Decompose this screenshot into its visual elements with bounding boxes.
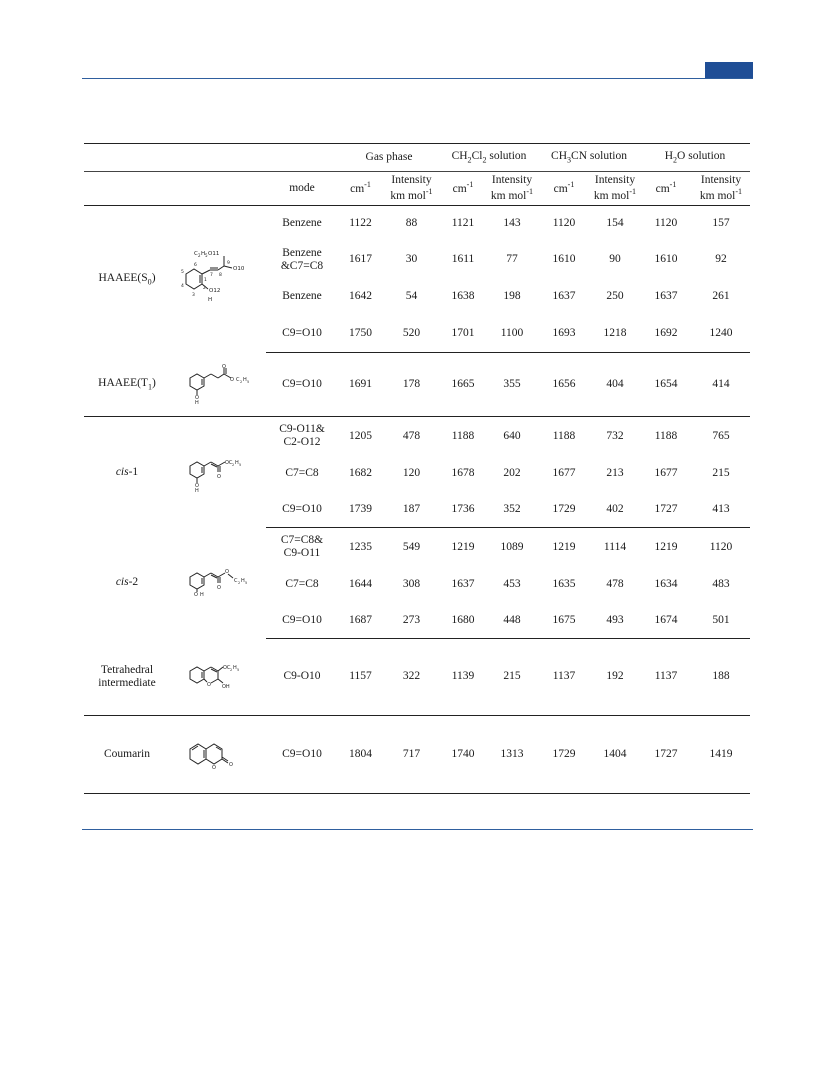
value: 1188 xyxy=(451,429,475,442)
value: 198 xyxy=(503,289,521,302)
cell-text: O12 xyxy=(209,288,221,295)
cell-text: solution xyxy=(486,150,527,163)
cell-text: O10 xyxy=(233,266,245,273)
cell-text: O xyxy=(195,395,199,402)
cell-text: H xyxy=(233,664,237,671)
value: 1611 xyxy=(451,253,475,266)
structure-cis-2 xyxy=(170,528,266,639)
value: 1157 xyxy=(338,639,383,716)
cell-text: ) xyxy=(151,271,156,284)
cell-text: 9 xyxy=(227,261,230,267)
header-row-phases xyxy=(84,144,750,172)
mode: C9-O10 xyxy=(266,639,338,716)
value: 1188 xyxy=(654,429,678,442)
col-mode: mode xyxy=(266,172,338,206)
value: 250 xyxy=(606,289,624,302)
compound-cis-1 xyxy=(84,417,170,528)
unit-cm xyxy=(338,172,383,206)
value: 1644 xyxy=(349,577,372,590)
col-ch3cn xyxy=(538,144,640,172)
mode: C9=O10 xyxy=(266,716,338,794)
cell-text: 2 xyxy=(238,581,241,585)
value: 215 xyxy=(712,466,730,479)
value: 1804 xyxy=(338,716,383,794)
value: 732 xyxy=(606,429,624,442)
value: 1114 xyxy=(603,540,627,553)
value: 187 xyxy=(383,492,440,528)
mode: C9=O10 xyxy=(266,603,338,639)
cell-text xyxy=(170,172,266,206)
value: 1313 xyxy=(486,716,538,794)
value: 77 xyxy=(506,253,518,266)
cell-text: C xyxy=(236,377,240,384)
value: 143 xyxy=(503,217,521,230)
value: 157 xyxy=(712,217,730,230)
value: 261 xyxy=(712,289,730,302)
cell-text: 5 xyxy=(205,253,208,259)
structure-coumarin xyxy=(170,716,266,794)
unit-intensity xyxy=(383,172,440,206)
value: 1617 xyxy=(349,253,372,266)
value: 154 xyxy=(606,217,624,230)
cell-text: C xyxy=(234,578,238,584)
value: 414 xyxy=(692,353,750,417)
cell-text: 4 xyxy=(181,284,184,290)
frequency-table xyxy=(84,143,750,794)
cell-text: CH xyxy=(451,150,468,163)
value: 1727 xyxy=(640,492,692,528)
value: 1654 xyxy=(640,353,692,417)
unit-cm xyxy=(440,172,486,206)
cell-text: HAAEE(T xyxy=(98,376,148,389)
structure-haaee-s0 xyxy=(170,206,266,353)
cell-text: 5 xyxy=(237,667,240,672)
value: 1235 xyxy=(349,540,372,553)
cell-text: km mol xyxy=(699,189,736,202)
cell-text: 1 xyxy=(204,278,207,284)
cell-text xyxy=(84,172,170,206)
value: 1120 xyxy=(709,540,733,553)
cell-text: 5 xyxy=(239,463,242,468)
cell-text: O xyxy=(195,483,199,490)
table-row xyxy=(84,417,750,456)
value: 1680 xyxy=(440,603,486,639)
cell-text: -2 xyxy=(128,576,139,589)
value: 192 xyxy=(590,639,640,716)
value: 1219 xyxy=(654,540,678,553)
unit-cm xyxy=(538,172,590,206)
cell-text: O xyxy=(225,569,229,575)
cell-text: OC xyxy=(225,460,233,467)
cell-text: 2 xyxy=(240,380,243,385)
value: 1240 xyxy=(692,315,750,353)
value: 202 xyxy=(503,466,521,479)
value: 1218 xyxy=(590,315,640,353)
compound-tetrahedral-intermediate xyxy=(84,639,170,716)
value: 1674 xyxy=(640,603,692,639)
value: 1740 xyxy=(440,716,486,794)
table-row xyxy=(84,528,750,567)
value: 92 xyxy=(715,253,727,266)
cell-text xyxy=(266,144,338,172)
value: 355 xyxy=(486,353,538,417)
cell-text: -1 xyxy=(364,180,371,190)
value: 1665 xyxy=(440,353,486,417)
cell-text: 6 xyxy=(194,263,197,269)
unit-intensity xyxy=(486,172,538,206)
value: 1637 xyxy=(654,289,678,302)
value: 1637 xyxy=(552,289,576,302)
value: 1419 xyxy=(692,716,750,794)
value: 1736 xyxy=(440,492,486,528)
value: 765 xyxy=(712,429,730,442)
value: 1100 xyxy=(486,315,538,353)
value: 120 xyxy=(402,466,421,479)
compound-haaee-t1 xyxy=(84,353,170,417)
unit-cm xyxy=(640,172,692,206)
footer-rule xyxy=(82,829,753,830)
cell-text: H xyxy=(195,488,199,493)
value: 448 xyxy=(486,603,538,639)
cell-text: km mol xyxy=(390,189,426,202)
table-row xyxy=(84,716,750,794)
value: 1635 xyxy=(552,577,576,590)
value: 413 xyxy=(692,492,750,528)
cell-text: 2 xyxy=(467,155,472,165)
value: 1677 xyxy=(552,466,576,479)
cell-text: 2 xyxy=(482,155,487,165)
value: 1139 xyxy=(440,639,486,716)
value: 1682 xyxy=(349,466,372,479)
compound-coumarin: Coumarin xyxy=(84,716,170,794)
value: 1677 xyxy=(654,466,678,479)
value: 717 xyxy=(383,716,440,794)
value: 1610 xyxy=(552,253,576,266)
value: 549 xyxy=(402,540,421,553)
value: 1739 xyxy=(338,492,383,528)
value: 501 xyxy=(692,603,750,639)
value: 273 xyxy=(383,603,440,639)
value: 54 xyxy=(405,289,418,302)
value: 352 xyxy=(486,492,538,528)
value: 1678 xyxy=(451,466,475,479)
cell-text: OC xyxy=(223,664,231,671)
cell-text: H xyxy=(201,251,206,258)
value: 1637 xyxy=(451,577,475,590)
cell-text: O xyxy=(217,585,221,591)
value: 1120 xyxy=(552,217,576,230)
cell-text: O xyxy=(217,474,221,481)
mode: C7=C8& C9-O11 xyxy=(280,534,324,560)
value: 478 xyxy=(402,429,421,442)
header-row-units xyxy=(84,172,750,206)
table-row xyxy=(84,639,750,716)
value: 1219 xyxy=(552,540,576,553)
cell-text: O xyxy=(212,764,216,771)
cell-text: H xyxy=(200,592,204,598)
col-gas-phase: Gas phase xyxy=(338,144,440,172)
cell-text: H xyxy=(208,297,213,304)
value: 1137 xyxy=(538,639,590,716)
header-tab xyxy=(705,62,753,78)
value: 478 xyxy=(606,577,624,590)
cell-text xyxy=(84,144,170,172)
value: 1691 xyxy=(338,353,383,417)
table-row xyxy=(84,206,750,242)
cell-text: 5 xyxy=(247,380,250,385)
value: 1693 xyxy=(538,315,590,353)
value: 640 xyxy=(503,429,521,442)
value: 1121 xyxy=(451,217,475,230)
compound-haaee-s0 xyxy=(84,206,170,353)
value: 213 xyxy=(606,466,624,479)
value: 1610 xyxy=(654,253,678,266)
cell-text: O xyxy=(222,364,226,371)
value: 308 xyxy=(402,577,421,590)
cell-text: -1 xyxy=(669,180,677,190)
cell-text: 3 xyxy=(567,155,572,165)
cell-text: CH xyxy=(551,150,568,163)
cell-text: 2 xyxy=(230,667,233,672)
cell-text: cis xyxy=(115,465,129,478)
cell-text: cm xyxy=(452,183,467,196)
mode: C9=O10 xyxy=(266,353,338,417)
header-rule xyxy=(82,78,753,79)
cell-text: H xyxy=(664,150,674,163)
value: 402 xyxy=(590,492,640,528)
value: 30 xyxy=(405,253,418,266)
value: 1205 xyxy=(349,429,372,442)
cell-text: HAAEE(S xyxy=(98,271,148,284)
cell-text: km mol xyxy=(490,189,527,202)
value: 1219 xyxy=(451,540,475,553)
mode: C9-O11& C2-O12 xyxy=(279,423,325,449)
cell-text: Intensity xyxy=(391,173,432,186)
cell-text: O xyxy=(194,592,198,598)
unit-intensity xyxy=(590,172,640,206)
cell-text: 7 xyxy=(210,273,213,279)
mode: Benzene xyxy=(282,217,322,230)
cell-text: H xyxy=(195,400,199,405)
cell-text: -1 xyxy=(466,180,474,190)
cell-text: 2 xyxy=(203,286,206,292)
cell-text: 2 xyxy=(673,155,678,165)
value: 178 xyxy=(383,353,440,417)
cell-text: 5 xyxy=(245,581,248,585)
structure-cis-1 xyxy=(170,417,266,528)
cell-text: 2 xyxy=(198,253,201,259)
structure-haaee-t1 xyxy=(170,353,266,417)
cell-text: cis xyxy=(115,576,129,589)
cell-text: Intensity xyxy=(491,173,533,186)
value: 90 xyxy=(609,253,621,266)
cell-text: H xyxy=(241,578,245,584)
value: 1089 xyxy=(500,540,524,553)
value: 322 xyxy=(383,639,440,716)
cell-text: H xyxy=(243,377,247,384)
col-h2o xyxy=(640,144,750,172)
cell-text: Cl xyxy=(471,150,483,163)
value: 493 xyxy=(590,603,640,639)
value: 1137 xyxy=(640,639,692,716)
label: C xyxy=(194,251,198,258)
value: 1692 xyxy=(640,315,692,353)
cell-text: 5 xyxy=(181,270,184,276)
value: 1675 xyxy=(538,603,590,639)
mode: Benzene &C7=C8 xyxy=(280,246,324,272)
value: 1404 xyxy=(590,716,640,794)
cell-text: 2 xyxy=(232,463,235,468)
value: 1701 xyxy=(440,315,486,353)
value: 483 xyxy=(712,577,730,590)
cell-text: cm xyxy=(655,183,670,196)
cell-text: -1 xyxy=(526,187,534,197)
cell-text: O11 xyxy=(208,251,220,258)
cell-text: cm xyxy=(553,183,568,196)
value: 1687 xyxy=(338,603,383,639)
mode: Benzene xyxy=(282,289,322,302)
cell-text: km mol xyxy=(593,189,630,202)
cell-text: intermediate xyxy=(98,676,156,689)
cell-text: Tetrahedral xyxy=(100,663,154,676)
unit-intensity xyxy=(692,172,750,206)
structure-tetrahedral xyxy=(170,639,266,716)
value: 1729 xyxy=(538,492,590,528)
value: 1729 xyxy=(538,716,590,794)
cell-text: OH xyxy=(222,683,230,690)
compound-cis-2 xyxy=(84,528,170,639)
cell-text: CN solution xyxy=(571,150,627,163)
value: 404 xyxy=(590,353,640,417)
value: 1750 xyxy=(338,315,383,353)
cell-text: H xyxy=(235,460,239,467)
mode: C9=O10 xyxy=(266,492,338,528)
cell-text: Intensity xyxy=(700,173,742,186)
cell-text xyxy=(170,144,266,172)
value: 1638 xyxy=(451,289,475,302)
cell-text: 3 xyxy=(192,293,195,299)
cell-text: O solution xyxy=(677,150,726,163)
value: 453 xyxy=(503,577,521,590)
cell-text: -1 xyxy=(425,187,433,197)
col-ch2cl2 xyxy=(440,144,538,172)
value: 215 xyxy=(486,639,538,716)
mode: C9=O10 xyxy=(266,315,338,353)
cell-text: -1 xyxy=(128,465,139,478)
cell-text: Intensity xyxy=(594,173,636,186)
table-row xyxy=(84,353,750,417)
value: 88 xyxy=(405,217,418,230)
cell-text: -1 xyxy=(567,180,575,190)
mode: C7=C8 xyxy=(285,577,319,590)
cell-text: -1 xyxy=(629,187,637,197)
cell-text: -1 xyxy=(735,187,743,197)
value: 1634 xyxy=(654,577,678,590)
cell-text: 8 xyxy=(219,273,222,279)
value: 188 xyxy=(692,639,750,716)
mode: C7=C8 xyxy=(285,466,319,479)
cell-text: O xyxy=(207,681,211,688)
cell-text: cm xyxy=(350,183,365,196)
value: 1642 xyxy=(349,289,372,302)
value: 1120 xyxy=(654,217,678,230)
value: 1188 xyxy=(552,429,576,442)
cell-text: 0 xyxy=(147,277,152,287)
value: 1122 xyxy=(349,217,372,230)
cell-text: 1 xyxy=(147,382,152,392)
cell-text: O xyxy=(229,761,233,768)
value: 520 xyxy=(383,315,440,353)
value: 1727 xyxy=(640,716,692,794)
cell-text: ) xyxy=(152,376,156,389)
cell-text: O xyxy=(230,377,234,384)
value: 1656 xyxy=(538,353,590,417)
